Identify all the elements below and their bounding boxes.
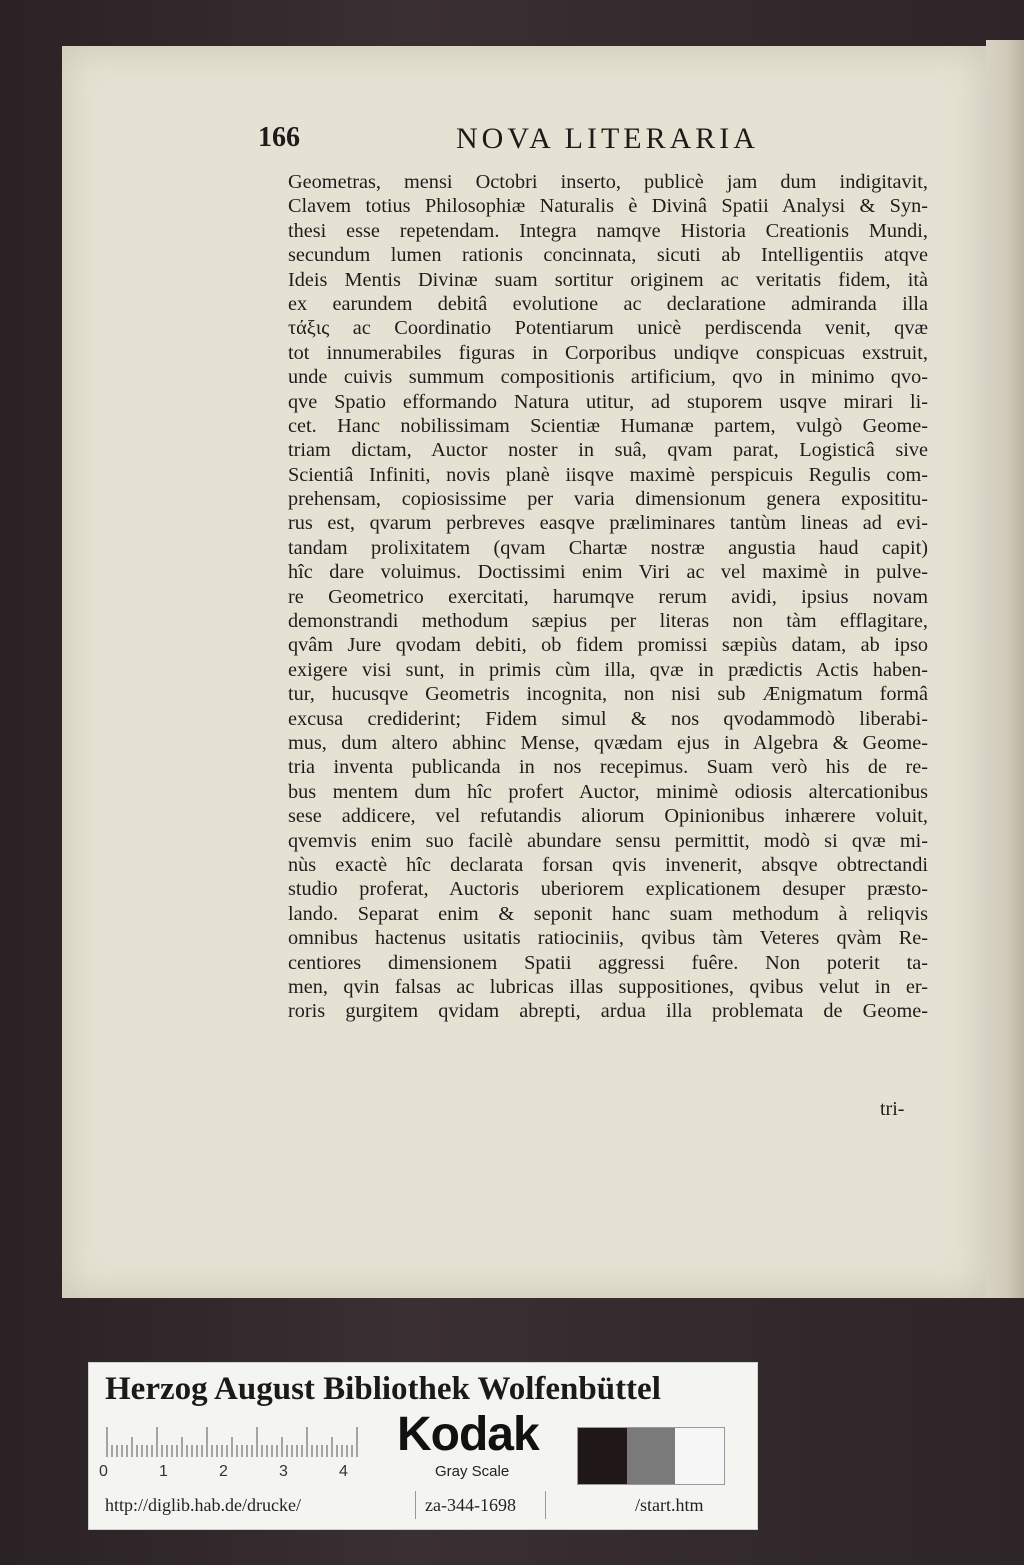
text-line: Geometras, mensi Octobri inserto, publicè jam dum indigitavit, [288,171,928,193]
text-line: demonstrandi methodum sæpius per literas non tàm efflagitare, [288,610,928,633]
kodak-logo: Kodak [397,1408,539,1461]
separator [545,1491,546,1519]
text-line: qve Spatio efformando Natura utitur, ad stuporem usqve mirari li- [288,390,928,413]
text-line: ex earundem debitâ evolutione ac declaratione admiranda illa [288,292,928,315]
text-line: prehensam, copiosissime per varia dimensionum genera exposititu- [288,488,928,511]
text-line: tandam prolixitatem (qvam Chartæ nostræ angustia haud capit) [288,536,928,559]
text-line: tot innumerabiles figuras in Corporibus undiqve conspicuas exstruit, [288,341,928,364]
separator [415,1491,416,1519]
text-line: mus, dum altero abhinc Mense, qvædam ejus in Algebra & Geome- [288,731,928,754]
text-line: Clavem totius Philosophiæ Naturalis è Divinâ Spatii Analysi & Syn- [288,195,928,218]
grayscale-swatches [577,1427,725,1485]
gray-swatch [627,1428,676,1484]
text-line: cet. Hanc nobilissimam Scientiæ Humanæ partem, vulgò Geome- [288,414,928,437]
text-line: exigere visi sunt, in primis cùm illa, qvæ in prædictis Actis haben- [288,658,928,681]
text-line: Scientiâ Infiniti, novis planè iisqve maximè perspicuis Regulis com- [288,463,928,486]
gray-swatch [675,1428,724,1484]
calibration-card [88,1362,758,1530]
page-number: 166 [258,122,300,153]
text-line: triam dictam, Auctor noster in suâ, qvam parat, Logisticâ sive [288,439,928,462]
text-line: tur, hucusqve Geometris incognita, non nisi sub Ænigmatum formâ [288,683,928,706]
page-edge [986,40,1024,1298]
grayscale-label: Gray Scale [435,1463,510,1480]
text-line: centiores dimensionem Spatii aggressi fuêre. Non poterit ta- [288,951,928,974]
body-text [288,170,928,1024]
text-line: excusa crediderint; Fidem simul & nos qvodammodò liberabi- [288,707,928,730]
text-line: omnibus hactenus usitatis ratiociniis, qvibus tàm Veteres qvàm Re- [288,927,928,950]
gray-swatch [578,1428,627,1484]
text-line: hîc dare voluimus. Doctissimi enim Viri ac vel maximè in pulve- [288,561,928,584]
text-line: sese addicere, vel refutandis aliorum Opinionibus inhærere voluit, [288,805,928,828]
ruler-numbers [99,1463,369,1485]
text-line: secundum lumen rationis concinnata, sicuti ab Intelligentiis atqve [288,244,928,267]
text-line: men, qvin falsas ac lubricas illas suppositiones, qvibus velut in er- [288,975,928,998]
library-name: Herzog August Bibliothek Wolfenbüttel [105,1371,661,1407]
text-line: qvemvis enim suo facilè abundare sensu permittit, modò si qvæ mi- [288,829,928,852]
text-line: tria inventa publicanda in nos recepimus. Suam verò his de re- [288,756,928,779]
ruler-number: 1 [159,1463,168,1480]
text-line: bus mentem dum hîc profert Auctor, minimè odiosis altercationibus [288,780,928,803]
document-id: za-344-1698 [425,1495,516,1515]
running-title: NOVA LITERARIA [456,122,759,155]
text-line: thesi esse repetendam. Integra namqve Historia Creationis Mundi, [288,219,928,242]
text-line: τάξις ac Coordinatio Potentiarum unicè perdiscenda venit, qvæ [288,317,928,340]
catchword: tri- [880,1098,905,1120]
text-line: roris gurgitem qvidam abrepti, ardua illa problemata de Geome- [288,1000,928,1023]
source-url[interactable]: http://diglib.hab.de/drucke/ [105,1495,301,1515]
ruler-number: 4 [339,1463,348,1480]
text-line: Ideis Mentis Divinæ suam sortitur originem ac veritatis fidem, ità [288,268,928,291]
ruler-number: 2 [219,1463,228,1480]
ruler-number: 0 [99,1463,108,1480]
text-line: re Geometrico exercitati, harumqve rerum avidi, ipsius novam [288,585,928,608]
text-line: studio proferat, Auctoris uberiorem explicationem desuper præsto- [288,878,928,901]
start-url[interactable]: /start.htm [635,1495,704,1515]
text-line: lando. Separat enim & seponit hanc suam methodum à reliqvis [288,902,928,925]
text-line: nùs exactè hîc declarata forsan qvis invenerit, absqve obtrectandi [288,853,928,876]
text-line: rus est, qvarum perbreves easqve præliminares tantùm lineas ad evi- [288,512,928,535]
text-line: unde cuivis summum compositionis artificium, qvo in minimo qvo- [288,366,928,389]
ruler-number: 3 [279,1463,288,1480]
page-header [258,122,778,166]
ruler-scale [105,1425,361,1457]
text-line: qvâm Jure qvodam debiti, ob fidem promissi sæpiùs datam, ab ipso [288,634,928,657]
